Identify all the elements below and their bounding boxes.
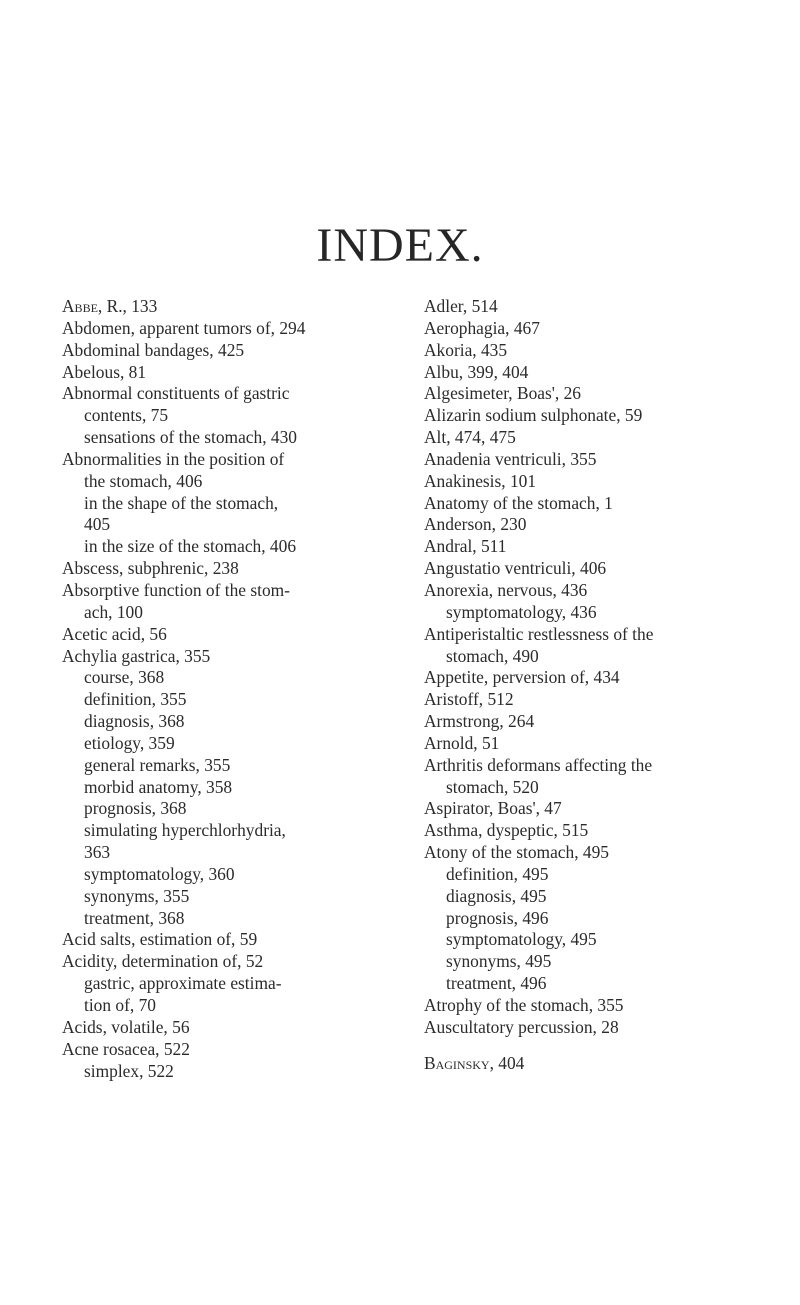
index-entry: Auscultatory percussion, 28 <box>424 1016 619 1037</box>
index-entry: Algesimeter, Boas', 26 <box>424 383 581 404</box>
index-entry: Aspirator, Boas', 47 <box>424 798 562 819</box>
index-entry: Acne rosacea, 522 <box>62 1038 190 1059</box>
index-entry: treatment, 368 <box>84 907 185 928</box>
index-entry: Asthma, dyspeptic, 515 <box>424 820 589 841</box>
index-entry: Angustatio ventriculi, 406 <box>424 558 607 579</box>
index-entry: symptomatology, 495 <box>446 929 597 950</box>
index-entry: the stomach, 406 <box>84 470 203 491</box>
index-entry: Atrophy of the stomach, 355 <box>424 995 624 1015</box>
index-entry: Atony of the stomach, 495 <box>424 842 609 863</box>
index-entry: Acids, volatile, 56 <box>62 1016 190 1037</box>
index-entry: prognosis, 496 <box>446 907 549 928</box>
index-entry: 363 <box>84 842 111 863</box>
index-column-right <box>424 296 760 1075</box>
index-entry: Abdomen, apparent tumors of, 294 <box>62 317 306 338</box>
index-entry: sensations of the stomach, 430 <box>84 427 298 448</box>
index-entry: Abnormalities in the position of <box>62 448 285 469</box>
index-entry: morbid anatomy, 358 <box>84 776 233 797</box>
index-entry: Achylia gastrica, 355 <box>62 645 211 666</box>
index-entry: definition, 355 <box>84 689 187 710</box>
index-entry: Anderson, 230 <box>424 514 527 535</box>
index-entry: simplex, 522 <box>84 1060 174 1081</box>
index-entry: Andral, 511 <box>424 536 507 557</box>
index-entry: symptomatology, 436 <box>446 601 597 622</box>
index-entry: Alt, 474, 475 <box>424 427 516 448</box>
index-entry: Aristoff, 512 <box>424 689 514 710</box>
index-entry: 405 <box>84 514 111 535</box>
index-entry: course, 368 <box>84 667 165 688</box>
index-entry: Abbe, R., 133 <box>62 296 158 316</box>
index-entry: diagnosis, 495 <box>446 885 547 906</box>
index-entry: Antiperistaltic restlessness of the <box>424 623 654 644</box>
index-entry: Arthritis deformans affecting the <box>424 754 653 775</box>
index-entry: diagnosis, 368 <box>84 711 185 732</box>
index-entry: symptomatology, 360 <box>84 863 235 884</box>
index-entry: Acidity, determination of, 52 <box>62 951 264 972</box>
index-entry: Armstrong, 264 <box>424 711 535 732</box>
index-entry: Acetic acid, 56 <box>62 623 167 644</box>
index-entry: in the shape of the stomach, <box>84 492 279 513</box>
index-entry: stomach, 520 <box>446 776 539 797</box>
index-entry: Anatomy of the stomach, 1 <box>424 492 613 513</box>
index-entry: Abelous, 81 <box>62 361 147 382</box>
index-entry: Aerophagia, 467 <box>424 317 540 338</box>
index-entry: synonyms, 495 <box>446 951 552 972</box>
index-entry: Acid salts, estimation of, 59 <box>62 929 258 950</box>
index-entry: Arnold, 51 <box>424 732 500 753</box>
index-entry: Adler, 514 <box>424 296 498 316</box>
index-entry: etiology, 359 <box>84 732 175 753</box>
index-entry: Anadenia ventriculi, 355 <box>424 448 597 469</box>
index-entry: gastric, approximate estima- <box>84 973 282 994</box>
index-entry: Alizarin sodium sulphonate, 59 <box>424 405 643 426</box>
index-entry: general remarks, 355 <box>84 754 231 775</box>
index-entry: Anakinesis, 101 <box>424 470 537 491</box>
index-entry: in the size of the stomach, 406 <box>84 536 297 557</box>
index-entry: synonyms, 355 <box>84 885 190 906</box>
index-entry: Baginsky, 404 <box>424 1052 525 1073</box>
index-entry: Abnormal constituents of gastric <box>62 383 290 404</box>
index-entry: Abdominal bandages, 425 <box>62 339 245 360</box>
index-entry: tion of, 70 <box>84 995 156 1015</box>
index-entry: Absorptive function of the stom- <box>62 579 290 600</box>
index-entry: stomach, 490 <box>446 645 539 666</box>
index-entry: simulating hyperchlorhydria, <box>84 820 286 841</box>
index-entry: Anorexia, nervous, 436 <box>424 579 588 600</box>
index-entry: Akoria, 435 <box>424 339 508 360</box>
page-title: INDEX. <box>316 219 484 272</box>
index-column-left <box>62 296 380 1082</box>
index-entry: treatment, 496 <box>446 973 547 994</box>
index-entry: Albu, 399, 404 <box>424 361 529 382</box>
index-entry: ach, 100 <box>84 601 143 622</box>
index-entry: definition, 495 <box>446 863 549 884</box>
index-entry: contents, 75 <box>84 405 169 426</box>
index-entry: Abscess, subphrenic, 238 <box>62 558 239 579</box>
index-entry: prognosis, 368 <box>84 798 187 819</box>
index-entry: Appetite, perversion of, 434 <box>424 667 620 688</box>
